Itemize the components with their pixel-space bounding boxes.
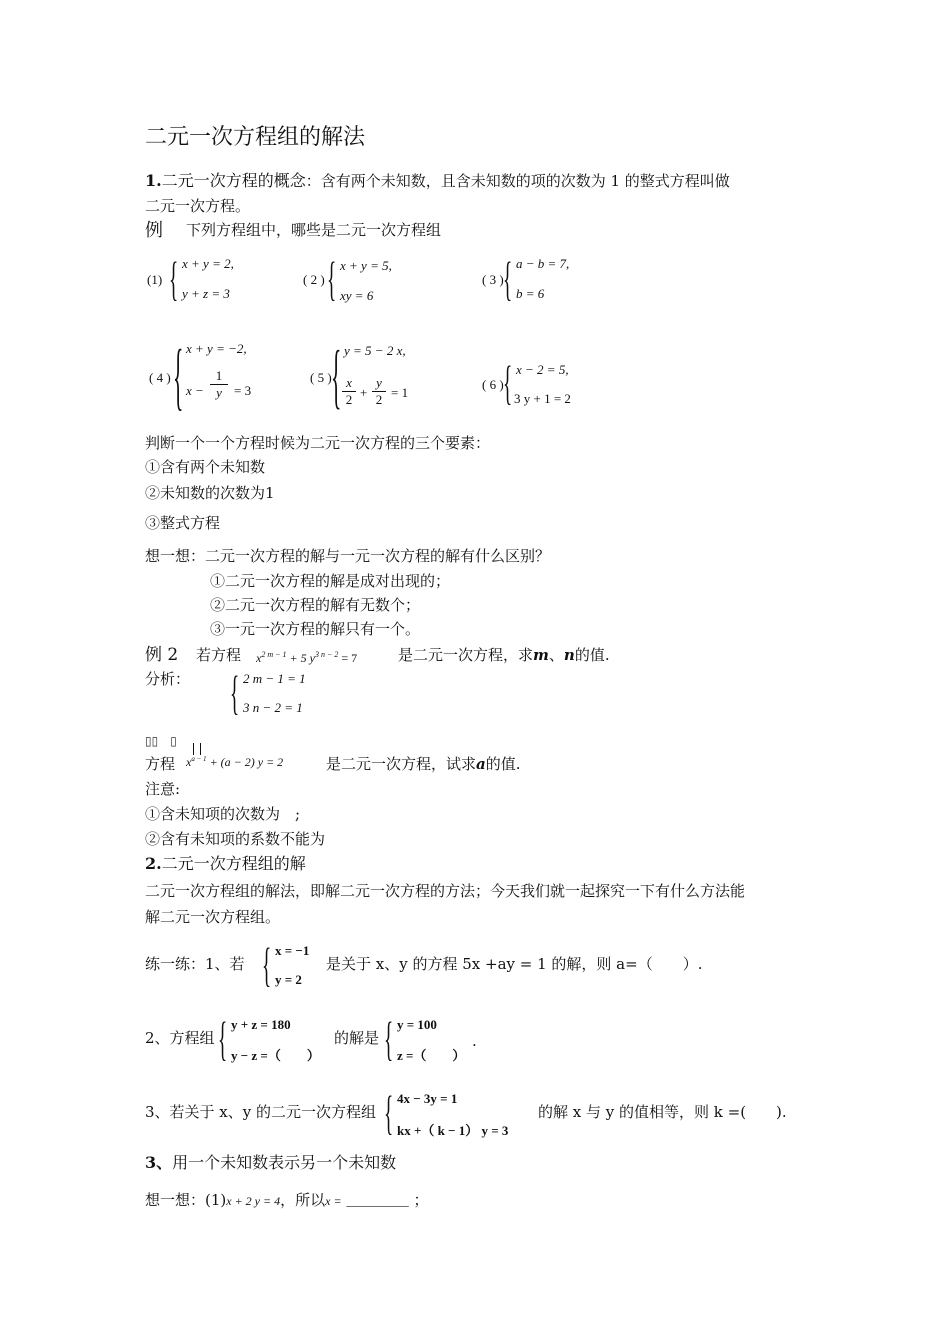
fraction-numerator: y (372, 375, 386, 392)
system-2-label: ( 2 ) (303, 272, 325, 287)
system-5-label: ( 5 ) (310, 370, 332, 385)
brace-icon: { (384, 1011, 394, 1065)
example-1-label: 例 (145, 220, 163, 241)
brace-icon: { (173, 333, 184, 418)
analysis-eq-1: 2 m − 1 = 1 (243, 671, 306, 686)
system-5-eq-1: y = 5 − 2 x, (344, 343, 406, 358)
note-item-1: ①含未知项的次数为 ; (145, 805, 301, 823)
system-5-fraction-1 (342, 375, 356, 408)
system-4-eq-1: x + y = −2, (186, 341, 247, 356)
section-3-think-end: ； (413, 1191, 429, 1209)
equation-exponent: a − 1 (191, 755, 207, 763)
brace-icon: { (262, 937, 272, 991)
garbled-glyphs: ▯▯ ▯ (145, 734, 177, 748)
example-3-pre: 方程 (145, 755, 176, 773)
system-2-eq-2: xy = 6 (340, 288, 374, 303)
section-1-title: 二元一次方程的概念 (161, 171, 306, 190)
practice-2-mid: 的解是 (334, 1029, 380, 1047)
analysis-label: 分析： (145, 670, 191, 688)
practice-3-post: 的解 x 与 y 的值相等，则 k =( ). (538, 1103, 787, 1121)
equation-rhs: = 7 (338, 651, 358, 665)
system-4-eq-2-left: x − (186, 383, 204, 398)
example-1-text: 下列方程组中，哪些是二元一次方程组 (186, 221, 442, 239)
system-5-plus: + (360, 385, 368, 400)
system-4-fraction (210, 368, 228, 401)
system-5-fraction-2 (372, 375, 386, 408)
example-2-pre: 若方程 (196, 646, 242, 664)
brace-icon: { (384, 1085, 394, 1139)
requirement-3: ③整式方程 (145, 514, 221, 532)
equation-x: x (256, 651, 262, 665)
section-3-think (145, 1189, 429, 1210)
variable-m: m (533, 646, 549, 664)
section-3-heading (145, 1150, 396, 1173)
section-1-heading (145, 168, 730, 191)
practice-1-eq-2: y = 2 (275, 972, 302, 987)
requirement-2: ②未知数的次数为1 (145, 484, 275, 502)
system-4-eq-2-right: = 3 (234, 383, 252, 398)
requirements-intro: 判断一个一个方程时候为二元一次方程的三个要素： (145, 434, 491, 452)
practice-3-pre: 3、若关于 x、y 的二元一次方程组 (145, 1103, 377, 1121)
section-3-think-pre: 想一想：(1) (145, 1191, 227, 1209)
system-6-eq-1: x − 2 = 5, (516, 362, 569, 377)
section-3-number: 3、 (145, 1153, 173, 1172)
practice-3-eq-1: 4x − 3y = 1 (397, 1091, 458, 1106)
practice-2-eq-2: y − z =（ ） (231, 1048, 320, 1063)
fraction-denominator: 2 (345, 392, 353, 407)
practice-2-end: . (472, 1032, 477, 1050)
section-2-body-cont: 解二元一次方程组。 (145, 908, 281, 926)
page-title: 二元一次方程组的解法 (145, 125, 366, 150)
brace-icon: { (331, 336, 342, 416)
practice-2-sol-2: z =（ ） (397, 1048, 466, 1063)
practice-2-eq-1: y + z = 180 (231, 1017, 291, 1032)
equation-y-term: + 5 y (286, 651, 315, 665)
section-3-think-x: x = (325, 1194, 342, 1208)
section-2-number: 2. (145, 854, 162, 873)
section-3-think-mid: ，所以 (280, 1191, 326, 1209)
section-3-title: 用一个未知数表示另一个未知数 (172, 1153, 397, 1172)
section-3-think-eq: x + 2 y = 4 (226, 1194, 281, 1208)
practice-1-post: 是关于 x、y 的方程 5x +ay = 1 的解，则 a=（ ）. (326, 955, 703, 973)
system-3-label: ( 3 ) (482, 272, 504, 287)
example-2-post-text: 是二元一次方程，求 (398, 646, 534, 664)
section-2-title: 二元一次方程组的解 (161, 854, 306, 873)
absolute-value-bars-icon (193, 743, 201, 755)
think-question: 想一想：二元一次方程的解与一元一次方程的解有什么区别？ (145, 547, 551, 565)
brace-icon: { (169, 251, 179, 305)
fraction-numerator: x (342, 375, 356, 392)
analysis-eq-2: 3 n − 2 = 1 (243, 700, 303, 715)
system-1-eq-1: x + y = 2, (182, 256, 234, 271)
equation-x: x (186, 755, 192, 769)
example-2-equation (256, 650, 357, 666)
system-1-eq-2: y + z = 3 (182, 286, 230, 301)
system-3-eq-1: a − b = 7, (516, 256, 570, 271)
system-6-label: ( 6 ) (482, 377, 504, 392)
example-2-sep: 、 (548, 646, 564, 664)
practice-2-pre: 2、方程组 (145, 1029, 215, 1047)
brace-icon: { (230, 665, 240, 719)
example-2-end: 的值. (574, 646, 610, 664)
example-3-post-text: 是二元一次方程，试求 (326, 755, 477, 773)
variable-a: a (476, 755, 486, 773)
system-3-eq-2: b = 6 (516, 286, 545, 301)
equation-rest: + (a − 2) y = 2 (206, 755, 284, 769)
note-item-2: ②含有未知项的系数不能为 (145, 830, 326, 848)
practice-2-sol-1: y = 100 (397, 1017, 437, 1032)
section-1-body: ：含有两个未知数，且含未知数的项的次数为 1 的整式方程叫做 (305, 172, 730, 190)
brace-icon: { (503, 251, 513, 305)
answer-blank: ________ (346, 1194, 409, 1209)
example-3-post (326, 753, 521, 774)
example-3-end: 的值. (485, 755, 521, 773)
brace-icon: { (327, 251, 337, 305)
fraction-numerator: 1 (210, 368, 228, 385)
system-5-eq-2-right: = 1 (391, 385, 409, 400)
section-2-heading (145, 851, 306, 874)
section-1-body-cont: 二元一次方程。 (145, 197, 251, 215)
practice-3-eq-2: kx +（ k − 1） y = 3 (397, 1123, 509, 1138)
section-1-number: 1. (145, 171, 162, 190)
system-2-eq-1: x + y = 5, (340, 258, 392, 273)
brace-icon: { (503, 355, 513, 409)
requirement-1: ①含有两个未知数 (145, 458, 266, 476)
fraction-denominator: y (216, 385, 222, 400)
equation-exponent-2: 3 n − 2 (314, 650, 339, 659)
think-item-2: ②二元一次方程的解有无数个； (210, 596, 421, 614)
brace-icon: { (218, 1011, 228, 1065)
practice-1-pre: 练一练：1、若 (145, 955, 245, 973)
think-item-1: ①二元一次方程的解是成对出现的； (210, 572, 451, 590)
example-2-label: 例 2 (145, 645, 179, 665)
fraction-denominator: 2 (375, 392, 383, 407)
example-2-post (398, 644, 610, 665)
system-6-eq-2: 3 y + 1 = 2 (514, 391, 571, 406)
system-4-label: ( 4 ) (149, 370, 171, 385)
variable-n: n (563, 646, 575, 664)
example-3-equation (186, 755, 283, 770)
section-2-body: 二元一次方程组的解法，即解二元一次方程的方法；今天我们就一起探究一下有什么方法能 (145, 882, 746, 900)
think-item-3: ③一元一次方程的解只有一个。 (210, 620, 421, 638)
system-1-label: (1) (147, 272, 163, 287)
equation-exponent-1: 2 m − 1 (261, 650, 287, 659)
practice-1-eq-1: x = −1 (275, 943, 310, 958)
note-label: 注意: (145, 780, 181, 798)
